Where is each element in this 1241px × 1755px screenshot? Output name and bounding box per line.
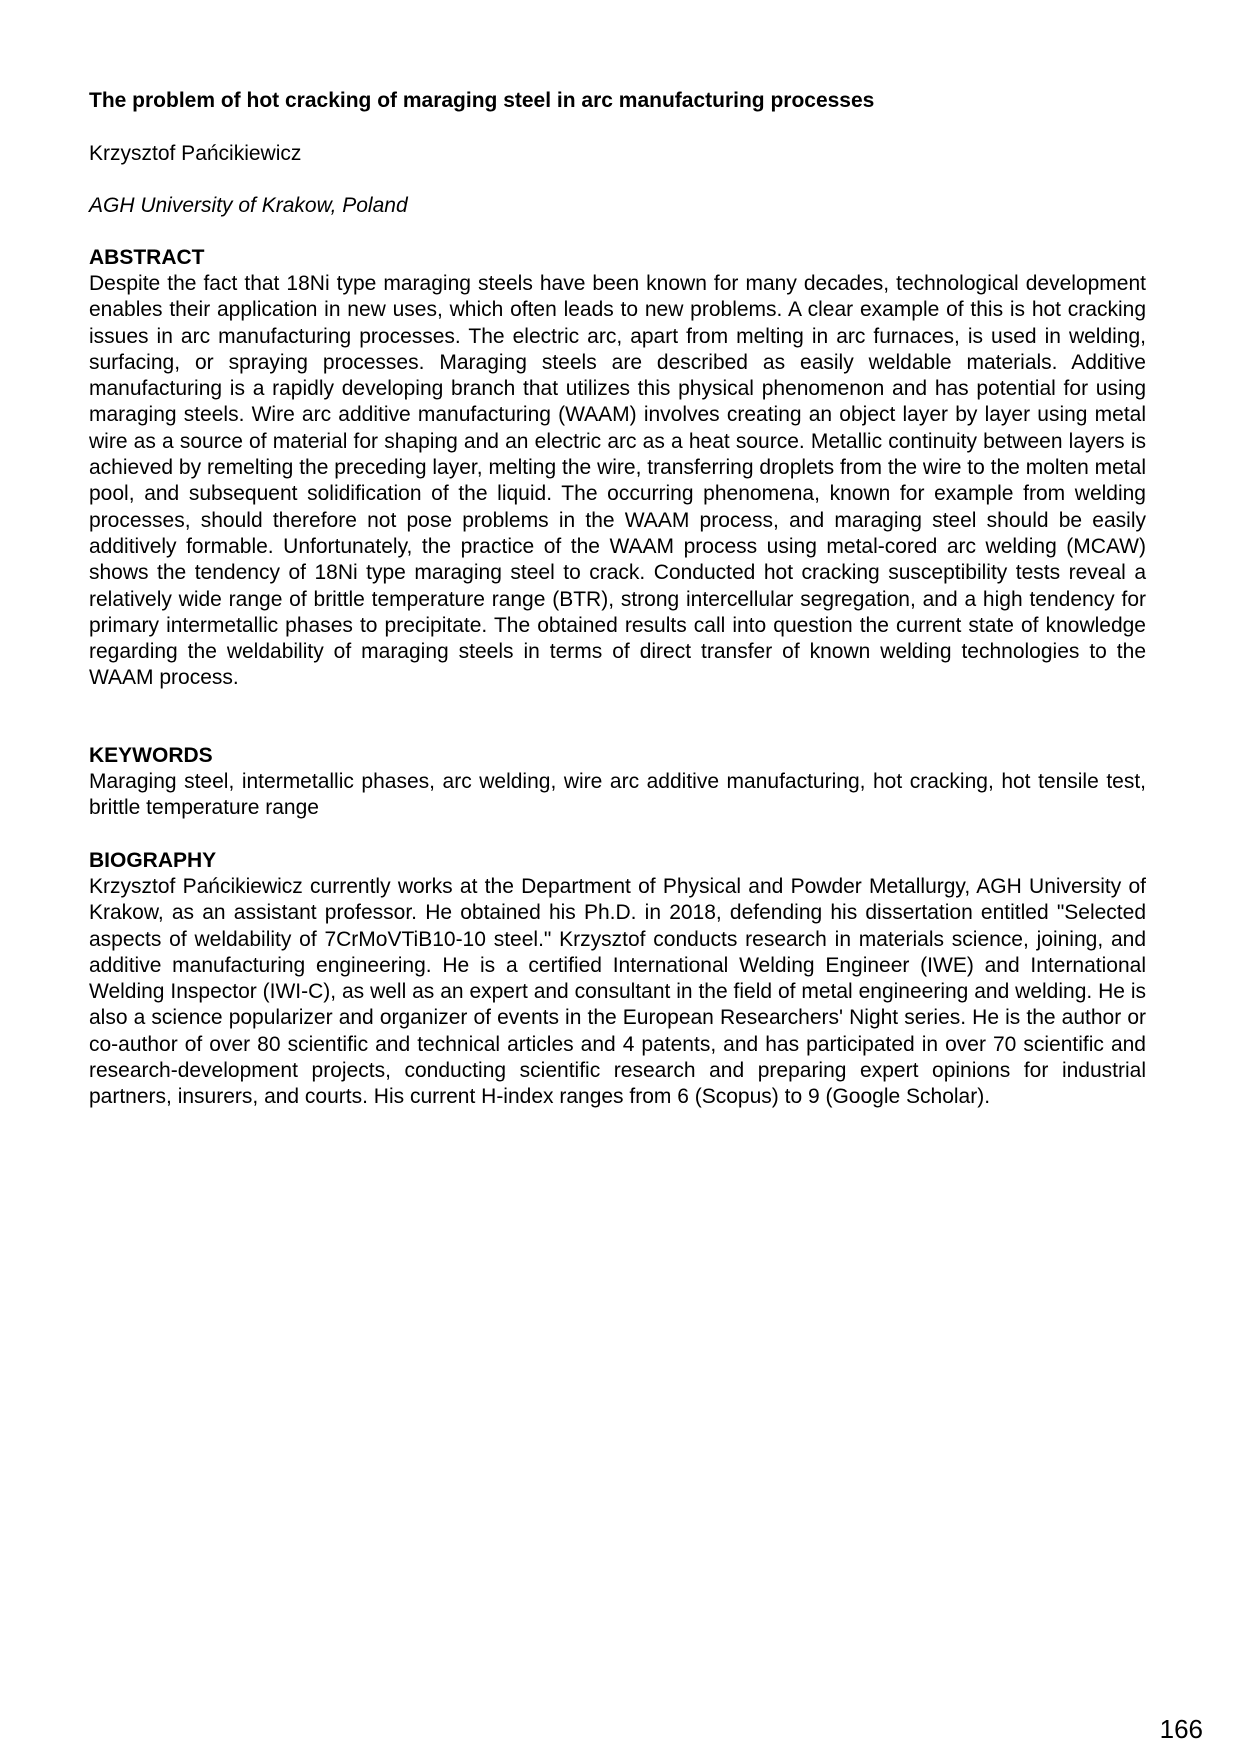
abstract-heading: ABSTRACT	[89, 246, 205, 269]
page-number: 166	[1159, 1714, 1203, 1744]
author-affiliation: AGH University of Krakow, Poland	[89, 194, 408, 217]
biography-text: Krzysztof Pańcikiewicz currently works at the Department of Physical and Powder Metallurgy, AGH University of Krakow, as an assistant professor. He obtained his Ph.D. in 2018, defending his dissertation entitled "Selected aspects of weldability of 7CrMoVTiB10-10 steel." Krzysztof conducts research in materials science, joining, and additive manufacturing engineering. He is a certified International Welding Engineer (IWE) and International Welding Inspector (IWI-C), as well as an expert and consultant in the field of metal engineering and welding. He is also a science popularizer and organizer of events in the European Researchers' Night series. He is the author or co-author of over 80 scientific and technical articles and 4 patents, and has participated in over 70 scientific and research-development projects, conducting scientific research and preparing expert opinions for industrial partners, insurers, and courts. His current H-index ranges from 6 (Scopus) to 9 (Google Scholar).	[89, 875, 1146, 1109]
author-name: Krzysztof Pańcikiewicz	[89, 142, 302, 165]
keywords-section	[89, 743, 1146, 822]
keywords-heading: KEYWORDS	[89, 744, 213, 767]
abstract-section	[89, 245, 1146, 692]
biography-section	[89, 848, 1146, 1111]
abstract-text: Despite the fact that 18Ni type maraging steels have been known for many decades, technological development enables their application in new uses, which often leads to new problems. A clear example of this is hot cracking issues in arc manufacturing processes. The electric arc, apart from melting in arc furnaces, is used in welding, surfacing, or spraying processes. Maraging steels are described as easily weldable materials. Additive manufacturing is a rapidly developing branch that utilizes this physical phenomenon and has potential for using maraging steels. Wire arc additive manufacturing (WAAM) involves creating an object layer by layer using metal wire as a source of material for shaping and an electric arc as a heat source. Metallic continuity between layers is achieved by remelting the preceding layer, melting the wire, transferring droplets from the wire to the molten metal pool, and subsequent solidification of the liquid. The occurring phenomena, known for example from welding processes, should therefore not pose problems in the WAAM process, and maraging steel should be easily additively formable. Unfortunately, the practice of the WAAM process using metal-cored arc welding (MCAW) shows the tendency of 18Ni type maraging steel to crack. Conducted hot cracking susceptibility tests reveal a relatively wide range of brittle temperature range (BTR), strong intercellular segregation, and a high tendency for primary intermetallic phases to precipitate. The obtained results call into question the current state of knowledge regarding the weldability of maraging steels in terms of direct transfer of known welding technologies to the WAAM process.	[89, 272, 1146, 690]
keywords-text: Maraging steel, intermetallic phases, arc welding, wire arc additive manufacturing, hot cracking, hot tensile test, brittle temperature range	[89, 770, 1146, 820]
biography-heading: BIOGRAPHY	[89, 849, 217, 872]
paper-title: The problem of hot cracking of maraging steel in arc manufacturing processes	[89, 89, 875, 112]
